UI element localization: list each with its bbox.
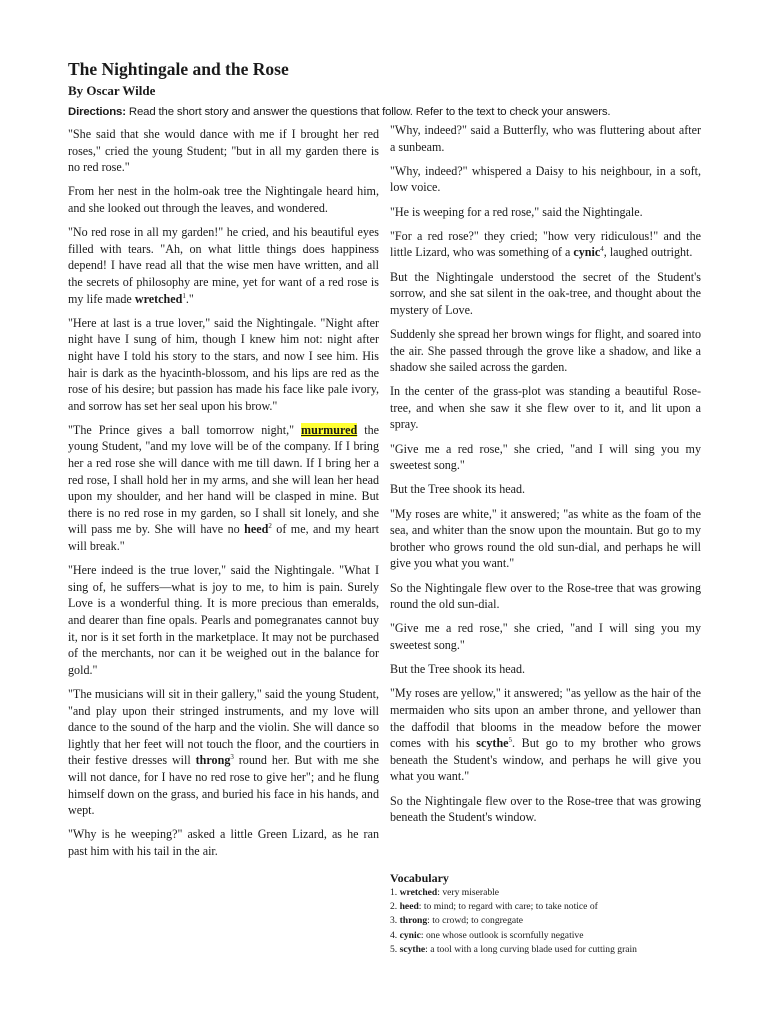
story-paragraph: "Why, indeed?" whispered a Daisy to his neighbour, in a soft, low voice.: [390, 163, 701, 195]
vocabulary-heading: Vocabulary: [390, 871, 449, 885]
vocabulary-definition: : very miserable: [437, 887, 500, 898]
story-paragraph: "My roses are yellow," it answered; "as yellow as the hair of the mermaiden who sits upon an amber throne, and yellower than the daffodil that blooms in the meadow before the mower comes with his scythe$^5$. But go to my brother who grows beneath the Student's window, and perhaps he will give you what you want.": [390, 686, 701, 784]
story-paragraph: "For a red rose?" they cried; "how very ridiculous!" and the little Lizard, who was something of a cynic$^4$, laughed outright.: [390, 228, 701, 260]
vocabulary-item: [390, 900, 710, 914]
story-paragraph: But the Nightingale understood the secret of the Student's sorrow, and she sat silent in the oak-tree, and thought about the mystery of Love.: [390, 269, 701, 317]
story-paragraph: "Why, indeed?" said a Butterfly, who was fluttering about after a sunbeam.: [390, 123, 701, 154]
vocabulary-item: [390, 914, 710, 928]
vocabulary-definition: : to mind; to regard with care; to take notice of: [418, 901, 598, 913]
story-paragraph: "Here indeed is the true lover," said the Nightingale. "What I sing of, he suffers—what is joy to me, to him is pain. Surely Love is a wonderful thing. It is more precious than emeralds, and dearer than fine opals. Pearls and pomegranates cannot buy it, nor is it set forth in the marketplace. It may not be purchased of the merchants, nor can it be weighed out in the balance for gold.": [68, 563, 379, 677]
vocabulary-item: [390, 943, 710, 957]
directions-label: Directions:: [68, 106, 126, 118]
story-paragraph: "The Prince gives a ball tomorrow night," murmured the young Student, "and my love will be of the company. If I bring her a red rose she will dance with me till dawn. If I bring her a red rose, I shall hold her in my arms, and she will lean her head upon my shoulder, and her hand will be clasped in mine. But there is no red rose in my garden, so I shall sit lonely, and she will pass me by. She will have no heed$^2$ of me, and my heart will break.": [68, 422, 380, 554]
vocabulary-number: 4.: [390, 929, 400, 941]
vocabulary-list: [390, 886, 710, 957]
story-paragraph: "Give me a red rose," she cried, "and I will sing you my sweetest song.": [390, 621, 701, 652]
story-paragraph: "Give me a red rose," she cried, "and I will sing you my sweetest song.": [390, 441, 701, 473]
directions-text: Read the short story and answer the questions that follow. Refer to the text to check your answers.: [128, 106, 611, 118]
vocabulary-word: cynic: [399, 929, 421, 941]
page-title: The Nightingale and the Rose: [68, 59, 289, 79]
vocabulary-number: 3.: [390, 915, 400, 927]
vocabulary-definition: : a tool with a long curving blade used for cutting grain: [425, 943, 637, 955]
directions: [68, 106, 708, 118]
story-paragraph: "My roses are white," it answered; "as white as the foam of the sea, and whiter than the snow upon the mountain. But go to my brother who grows round the old sun-dial, and perhaps he will give you what you want.": [390, 506, 701, 571]
vocabulary-word: heed: [399, 901, 419, 913]
story-paragraph: "She said that she would dance with me if I brought her red roses," cried the young Student; "but in all my garden there is no red rose.": [68, 127, 379, 175]
vocabulary-number: 2.: [390, 901, 400, 913]
story-paragraph: From her nest in the holm-oak tree the Nightingale heard him, and she looked out through the leaves, and wondered.: [68, 184, 379, 215]
vocabulary-definition: : to crowd; to congregate: [427, 915, 524, 927]
author-byline: By Oscar Wilde: [68, 83, 156, 98]
vocabulary-word: scythe: [399, 943, 426, 955]
story-paragraph: "He is weeping for a red rose," said the Nightingale.: [390, 204, 643, 219]
vocabulary-number: 5.: [390, 943, 400, 955]
story-paragraph: But the Tree shook its head.: [390, 482, 526, 497]
vocabulary-number: 1.: [390, 887, 400, 898]
story-paragraph: So the Nightingale flew over to the Rose-tree that was growing beneath the Student's window.: [390, 793, 701, 825]
vocabulary-item: [390, 929, 710, 943]
story-paragraph: So the Nightingale flew over to the Rose-tree that was growing round the old sun-dial.: [390, 580, 701, 612]
vocabulary-word: throng: [399, 915, 428, 927]
story-paragraph: Suddenly she spread her brown wings for flight, and soared into the air. She passed through the grove like a shadow, and like a shadow she sailed across the garden.: [390, 326, 701, 375]
story-column-right: [390, 122, 701, 833]
story-column-left: [68, 126, 379, 867]
story-paragraph: But the Tree shook its head.: [390, 662, 526, 677]
story-paragraph: "Why is he weeping?" asked a little Green Lizard, as he ran past him with his tail in the air.: [68, 827, 379, 858]
story-paragraph: "Here at last is a true lover," said the Nightingale. "Night after night have I sung of him, though I knew him not: night after night have I told his story to the stars, and now I see him. His hair is dark as the hyacinth-blossom, and his lips are red as the rose of his desire; but passion has made his face like pale ivory, and sorrow has set her seal upon his brow.": [68, 315, 379, 413]
vocabulary-definition: : one whose outlook is scornfully negative: [420, 929, 584, 941]
story-paragraph: "The musicians will sit in their gallery," said the young Student, "and play upon their stringed instruments, and my love will dance to the sound of the harp and the violin. She will dance so lightly that her feet will not touch the floor, and the courtiers in their festive dresses will throng$^3$ round her. But with me she will not dance, for I have no red rose to give her"; and he flung himself down on the grass, and buried his face in his hands, and wept.: [68, 686, 379, 818]
story-paragraph: "No red rose in all my garden!" he cried, and his beautiful eyes filled with tears. "Ah, on what little things does happiness depend! I have read all that the wise men have written, and all the secrets of philosophy are mine, yet for want of a red rose is my life made wretched$^1$.": [68, 225, 379, 306]
story-paragraph: In the center of the grass-plot was standing a beautiful Rose-tree, and when she saw it she flew over to it, and lit upon a spray.: [390, 384, 701, 432]
vocabulary-word: wretched: [399, 887, 438, 898]
vocabulary-item: [390, 886, 710, 900]
